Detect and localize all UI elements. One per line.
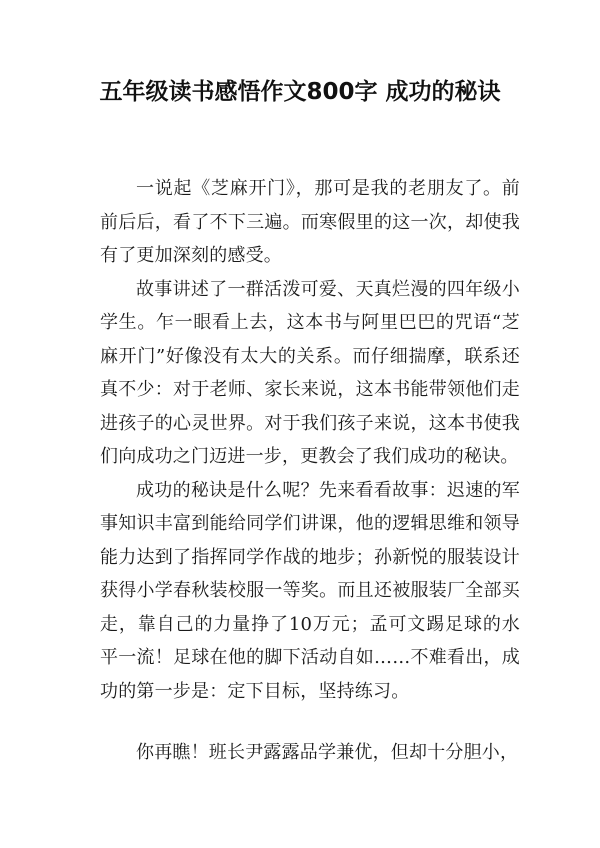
document-body [100, 172, 520, 770]
document-title: 五年级读书感悟作文800字 成功的秘诀 [99, 79, 501, 105]
paragraph-4: 你再瞧！班长尹露露品学兼优，但却十分胆小， [136, 742, 519, 763]
paragraph-1: 一说起《芝麻开门》，那可是我的老朋友了。前前后后，看了不下三遍。而寒假里的这一次，却使我有了更加深刻的感受。 [100, 178, 520, 266]
paragraph-2: 故事讲述了一群活泼可爱、天真烂漫的四年级小学生。乍一眼看上去，这本书与阿里巴巴的咒语“芝麻开门”好像没有太大的关系。而仔细揣摩，联系还真不少：对于老师、家长来说，这本书能带领他们走进孩子的心灵世界。对于我们孩子来说，这本书使我们向成功之门迈进一步，更教会了我们成功的秘诀。 [100, 278, 520, 467]
paragraph-3: 成功的秘诀是什么呢？先来看看故事：迟速的军事知识丰富到能给同学们讲课，他的逻辑思维和领导能力达到了指挥同学作战的地步；孙新悦的服装设计获得小学春秋装校服一等奖。而且还被服装厂全部买走，靠自己的力量挣了10万元；孟可文踢足球的水平一流！足球在他的脚下活动自如……不难看出，成功的第一步是：定下目标，坚持练习。 [100, 479, 520, 702]
